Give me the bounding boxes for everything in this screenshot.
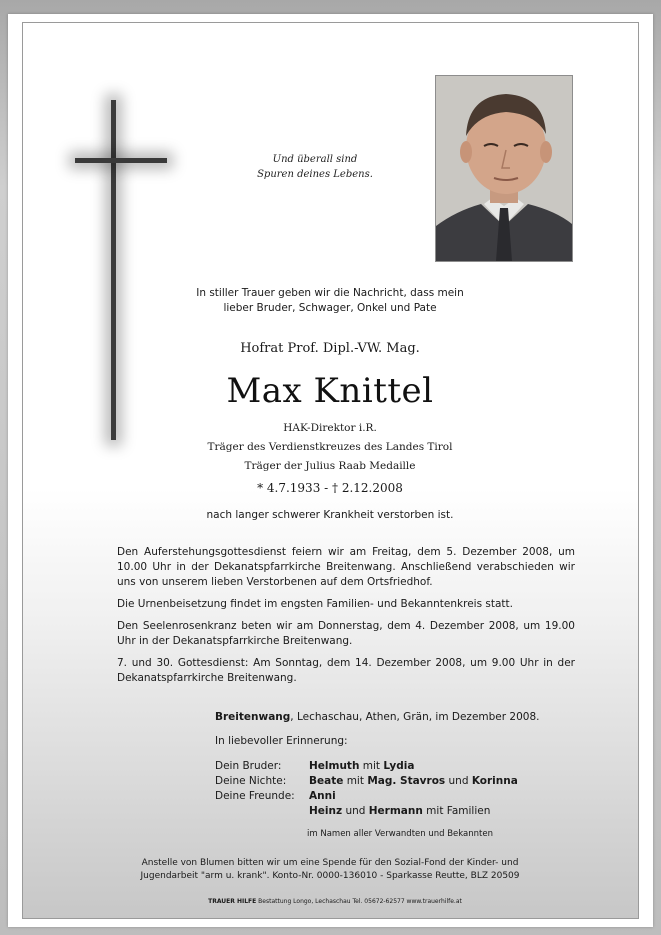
paragraph: Den Seelenrosenkranz beten wir am Donnerstag, dem 4. Dezember 2008, um 19.00 Uhr in der Dekanatspfarrkirche Breitenwang. [117,620,575,647]
donation-note: Anstelle von Blumen bitten wir um eine Spende für den Sozial-Fond der Kinder- und Jugendarbeit "arm u. krank". Konto-Nr. 0000-136010 - Sparkasse Reutte, BLZ 20509 [140,858,520,881]
paragraph: Den Auferstehungsgottesdienst feiern wir am Freitag, dem 5. Dezember 2008, um 10.00 Uhr in der Dekanatspfarrkirche Breitenwang. Anschließend verabschieden wir uns von unserem lieben Verstorbenen auf dem Ortsfriedhof. [117,546,575,588]
cross-icon [111,100,116,440]
all-relatives-line: im Namen aller Verwandten und Bekannten [307,829,493,839]
service-info [117,545,575,693]
title-line: HAK-Direktor i.R. [283,422,377,434]
life-dates: * 4.7.1933 - † 2.12.2008 [257,481,403,495]
quote: Und überall sind Spuren deines Lebens. [257,154,373,180]
title-line: Träger des Verdienstkreuzes des Landes Tirol [207,441,453,453]
portrait-image [436,76,572,261]
memory-line: In liebevoller Erinnerung: [215,735,348,747]
place-date-line: Breitenwang, Lechaschau, Athen, Grän, im Dezember 2008. [215,711,540,723]
cross-icon-bar [75,158,167,163]
portrait-photo [435,75,573,262]
intro-text: In stiller Trauer geben wir die Nachricht, dass mein lieber Bruder, Schwager, Onkel und Pate [196,287,464,314]
deceased-name: Max Knittel [226,371,434,411]
title-line: Träger der Julius Raab Medaille [244,460,416,472]
footer-credit: TRAUER HILFE Bestattung Longo, Lechaschau Tel. 05672-62577 www.trauerhilfe.at [208,898,462,905]
death-notice: nach langer schwerer Krankheit verstorben ist. [206,509,454,521]
paragraph: 7. und 30. Gottesdienst: Am Sonntag, dem 14. Dezember 2008, um 9.00 Uhr in der Dekanatspfarrkirche Breitenwang. [117,657,575,684]
paragraph: Die Urnenbeisetzung findet im engsten Familien- und Bekanntenkreis statt. [117,598,513,610]
honorific-title: Hofrat Prof. Dipl.-VW. Mag. [240,341,420,356]
titles-list [180,419,480,476]
